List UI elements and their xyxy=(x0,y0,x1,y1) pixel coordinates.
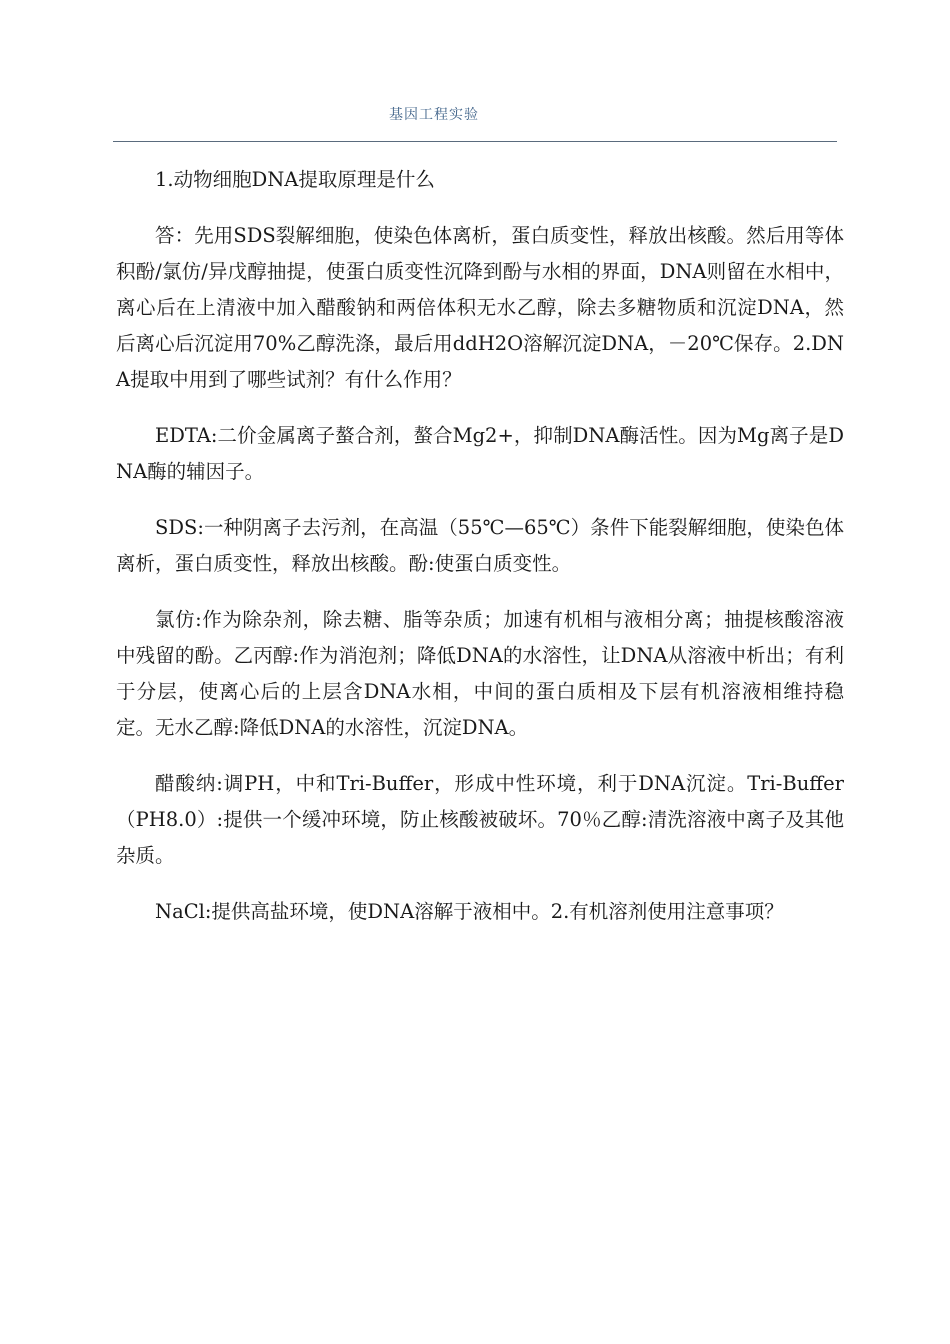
edta-paragraph: EDTA:二价金属离子螯合剂，螯合Mg2+，抑制DNA酶活性。因为Mg离子是DNA酶的辅因子。 xyxy=(116,424,844,483)
nacl-paragraph: NaCl:提供高盐环境，使DNA溶解于液相中。2.有机溶剂使用注意事项？ xyxy=(155,900,784,923)
running-header: 基因工程实验 xyxy=(389,107,479,123)
answer-paragraph: 答：先用SDS裂解细胞，使染色体离析，蛋白质变性，释放出核酸。然后用等体积酚/氯仿/异戊醇抽提，使蛋白质变性沉降到酚与水相的界面，DNA则留在水相中，离心后在上清液中加入醋酸钠和两倍体积无水乙醇，除去多糖物质和沉淀DNA，然后离心后沉淀用70%乙醇洗涤，最后用ddH2O溶解沉淀DNA，－20℃保存。2.DNA提取中用到了哪些试剂？有什么作用？ xyxy=(116,224,844,391)
question-heading: 1.动物细胞DNA提取原理是什么 xyxy=(155,168,435,191)
sodium-acetate-paragraph: 醋酸纳:调PH，中和Tri-Buffer，形成中性环境，利于DNA沉淀。Tri-Buffer（PH8.0）:提供一个缓冲环境，防止核酸被破坏。70％乙醇:清洗溶液中离子及其他杂质。 xyxy=(116,772,844,867)
document-body xyxy=(116,162,844,950)
sds-paragraph: SDS:一种阴离子去污剂，在高温（55℃—65℃）条件下能裂解细胞，使染色体离析，蛋白质变性，释放出核酸。酚:使蛋白质变性。 xyxy=(116,516,844,575)
chloroform-paragraph: 氯仿:作为除杂剂，除去糖、脂等杂质；加速有机相与液相分离；抽提核酸溶液中残留的酚。乙丙醇:作为消泡剂；降低DNA的水溶性，让DNA从溶液中析出；有利于分层，使离心后的上层含DNA水相，中间的蛋白质相及下层有机溶液相维持稳定。无水乙醇:降低DNA的水溶性，沉淀DNA。 xyxy=(116,608,844,739)
header-divider xyxy=(113,141,837,142)
